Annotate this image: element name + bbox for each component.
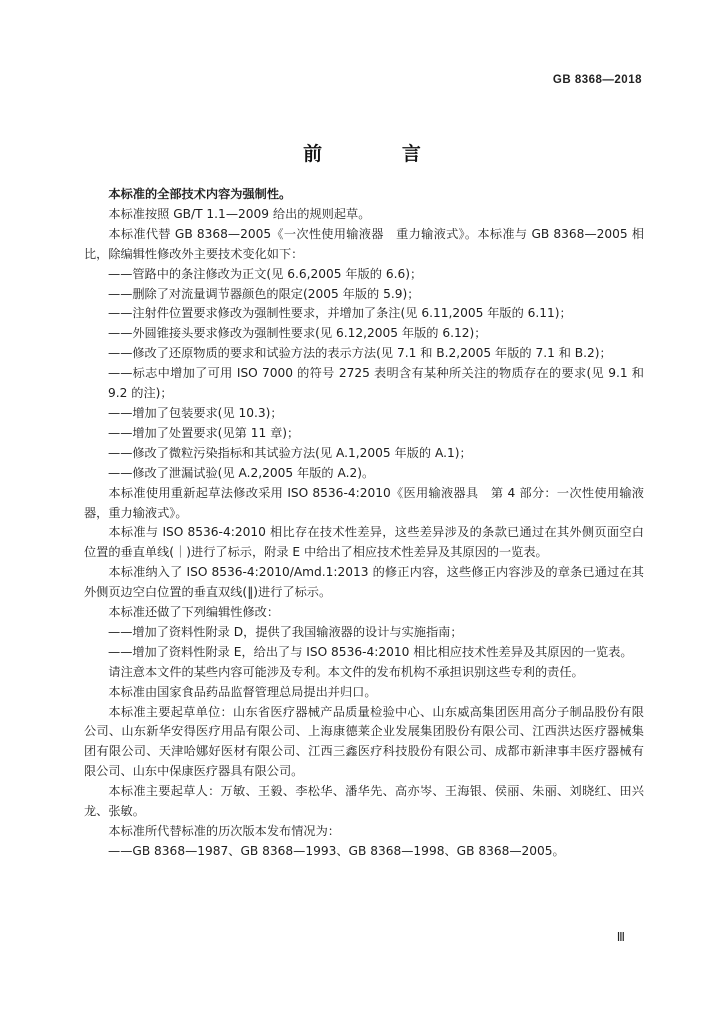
paragraph: 本标准由国家食品药品监督管理总局提出并归口。 <box>108 684 377 699</box>
list-item: ——增加了包装要求(见 10.3)； <box>108 405 283 420</box>
paragraph: 本标准按照 GB/T 1.1—2009 给出的规则起草。 <box>108 206 371 221</box>
list-item: ——增加了处置要求(见第 11 章)； <box>108 425 300 440</box>
paragraph: 本标准与 ISO 8536-4:2010 相比存在技术性差异，这些差异涉及的条款已通过在其外侧页面空白位置的垂直单线(｜)进行了标示，附录 E 中给出了相应技术性差异及其原因的一览表。 <box>84 525 644 560</box>
list-item: ——外圆锥接头要求修改为强制性要求(见 6.12,2005 年版的 6.12)； <box>108 326 487 341</box>
paragraph: 本标准主要起草人：万敏、王毅、李松华、潘华先、高亦岑、王海银、侯丽、朱丽、刘晓红、田兴龙、张敏。 <box>84 784 644 819</box>
list-item: ——删除了对流量调节器颜色的限定(2005 年版的 5.9)； <box>108 286 420 301</box>
list-item: ——增加了资料性附录 D，提供了我国输液器的设计与实施指南； <box>108 624 463 639</box>
paragraph: 本标准代替 GB 8368—2005《一次性使用输液器 重力输液式》。本标准与 GB 8368—2005 相比，除编辑性修改外主要技术变化如下： <box>84 226 644 261</box>
list-item: ——注射件位置要求修改为强制性要求，并增加了条注(见 6.11,2005 年版的 6.11)； <box>108 306 572 321</box>
paragraph: 本标准还做了下列编辑性修改： <box>108 605 280 620</box>
list-item: ——增加了资料性附录 E，给出了与 ISO 8536-4:2010 相比相应技术性差异及其原因的一览表。 <box>108 644 633 659</box>
list-item: ——管路中的条注修改为正文(见 6.6,2005 年版的 6.6)； <box>108 266 423 281</box>
list-item: ——修改了微粒污染指标和其试验方法(见 A.1,2005 年版的 A.1)； <box>108 445 472 460</box>
paragraph: 本标准的全部技术内容为强制性。 <box>108 187 292 201</box>
standard-code: GB 8368—2018 <box>552 74 642 86</box>
list-item: ——标志中增加了可用 ISO 7000 的符号 2725 表明含有某种所关注的物质存在的要求(见 9.1 和 9.2 的注)； <box>108 366 644 401</box>
paragraph: 本标准所代替标准的历次版本发布情况为： <box>108 824 340 838</box>
list-item: ——修改了还原物质的要求和试验方法的表示方法(见 7.1 和 B.2,2005 年版的 7.1 和 B.2)； <box>108 346 612 361</box>
paragraph: 本标准使用重新起草法修改采用 ISO 8536-4:2010《医用输液器具 第 4 部分：一次性使用输液器，重力输液式》。 <box>84 485 644 520</box>
list-item: ——GB 8368—1987、GB 8368—1993、GB 8368—1998、GB 8368—2005。 <box>108 843 565 858</box>
page-number: Ⅲ <box>616 930 625 944</box>
paragraph: 请注意本文件的某些内容可能涉及专利。本文件的发布机构不承担识别这些专利的责任。 <box>108 664 584 679</box>
foreword-body <box>84 185 644 862</box>
list-item: ——修改了泄漏试验(见 A.2,2005 年版的 A.2)。 <box>108 465 375 480</box>
page-title: 前 言 <box>303 143 452 165</box>
paragraph: 本标准主要起草单位：山东省医疗器械产品质量检验中心、山东威高集团医用高分子制品股份有限公司、山东新华安得医疗用品有限公司、上海康德莱企业发展集团股份有限公司、江西洪达医疗器械集团有限公司、天津哈娜好医材有限公司、江西三鑫医疗科技股份有限公司、成都市新津事丰医疗器械有限公司、山东中保康医疗器具有限公司。 <box>84 704 644 779</box>
paragraph: 本标准纳入了 ISO 8536-4:2010/Amd.1:2013 的修正内容，这些修正内容涉及的章条已通过在其外侧页边空白位置的垂直双线(‖)进行了标示。 <box>84 565 644 600</box>
